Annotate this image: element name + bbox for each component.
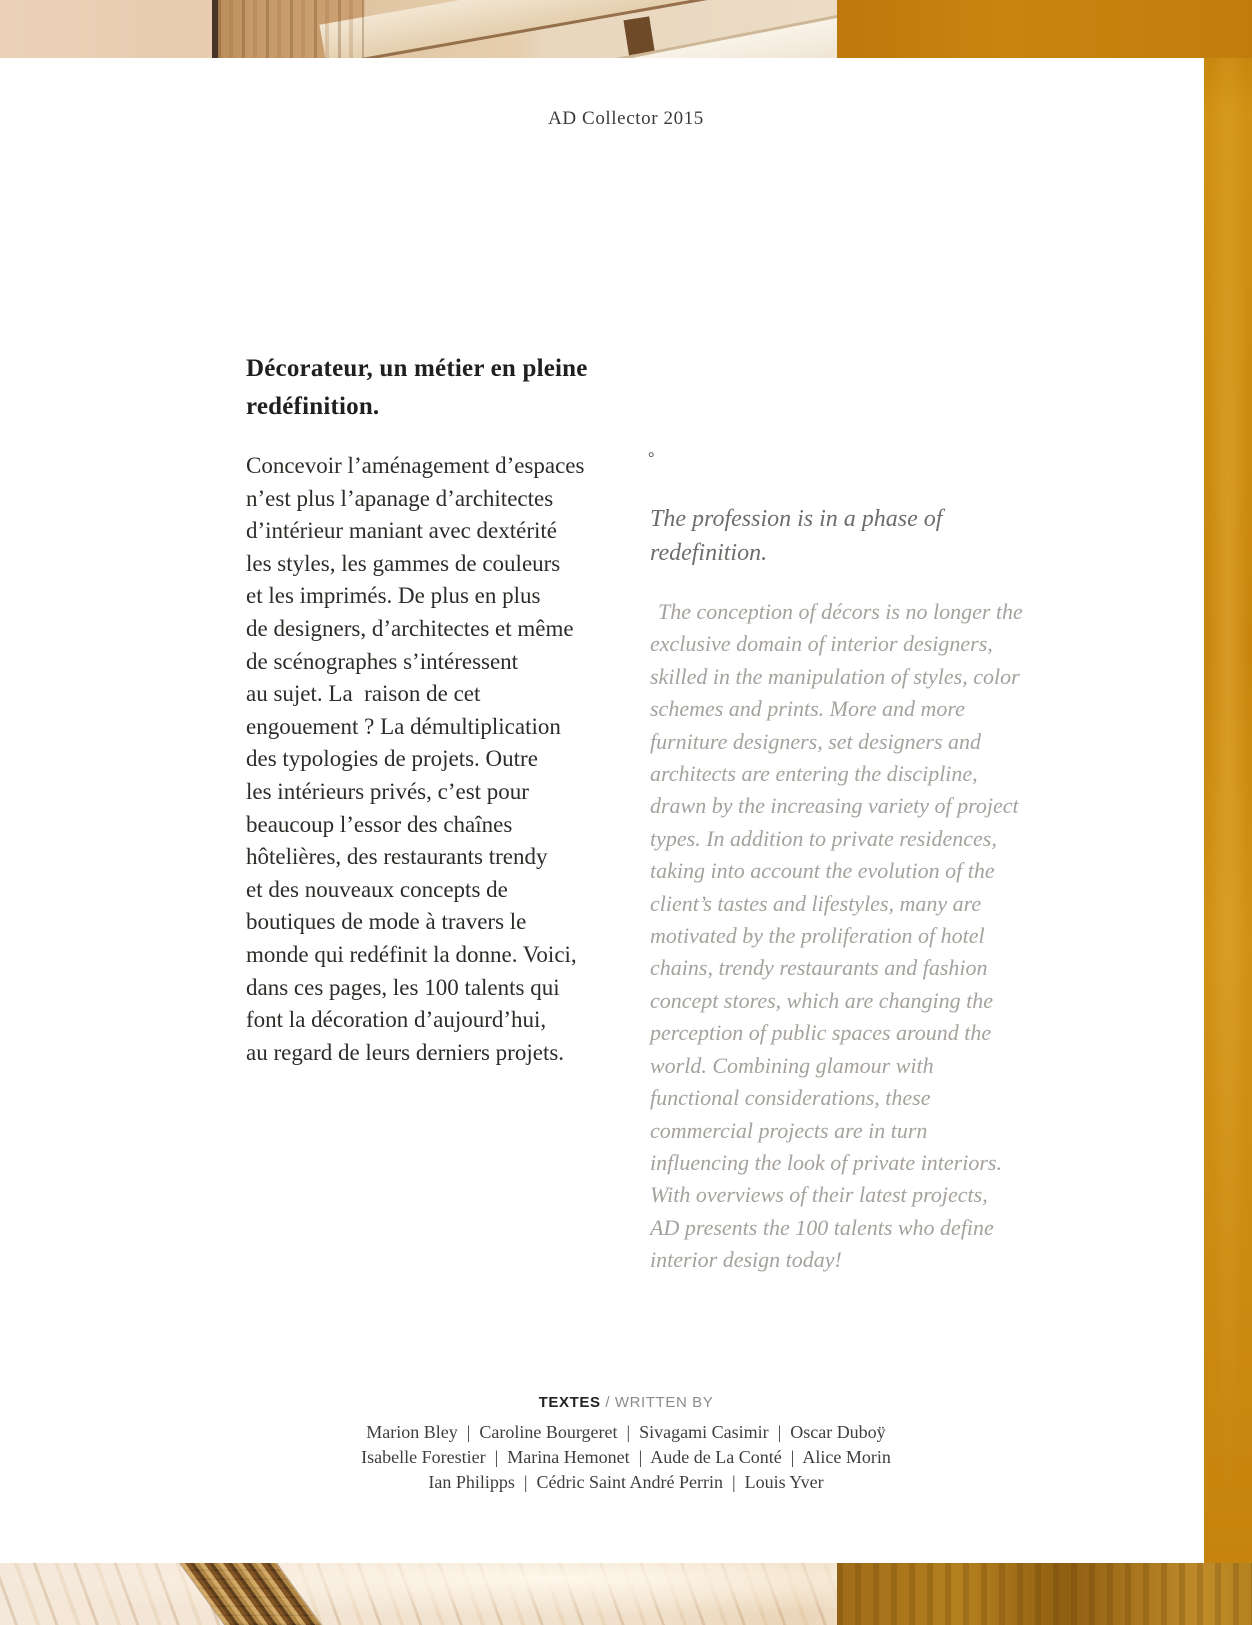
- wood-grain-texture: [218, 0, 364, 58]
- french-heading: [246, 350, 588, 426]
- english-text-line: exclusive domain of interior designers,: [650, 631, 993, 657]
- english-text-line: commercial projects are in turn: [650, 1117, 928, 1143]
- french-text-line: font la décoration d’aujourd’hui,: [246, 1007, 547, 1033]
- french-text-line: et les imprimés. De plus en plus: [246, 583, 541, 609]
- french-text-line: monde qui redéfinit la donne. Voici,: [246, 941, 577, 967]
- french-text-line: d’intérieur maniant avec dextérité: [246, 518, 557, 544]
- running-header: AD Collector 2015: [548, 108, 704, 129]
- gold-wall-top-section: [837, 0, 1252, 58]
- english-text-line: furniture designers, set designers and: [650, 728, 981, 754]
- magazine-page: [0, 58, 1204, 1563]
- french-text-line: Concevoir l’aménagement d’espaces: [246, 453, 585, 478]
- french-text-line: des typologies de projets. Outre: [246, 746, 538, 772]
- english-text-line: client’s tastes and lifestyles, many are: [650, 890, 982, 916]
- english-text-line: types. In addition to private residences,: [650, 825, 997, 851]
- footnote-degree-mark: °: [648, 450, 655, 467]
- french-text-line: engouement ? La démultiplication: [246, 713, 561, 739]
- french-text-line: beaucoup l’essor des chaînes: [246, 811, 513, 837]
- english-text-line: chains, trendy restaurants and fashion: [650, 955, 988, 981]
- english-text-line: AD presents the 100 talents who define: [650, 1214, 994, 1240]
- credits-label-written-by: / WRITTEN BY: [600, 1394, 714, 1411]
- mosaic-tile-band: [180, 1563, 321, 1625]
- background-photo-bottom-marble-floor: [0, 1563, 1252, 1625]
- french-heading-line: Décorateur, un métier en pleine: [246, 355, 588, 382]
- credits-names: [0, 1420, 1252, 1495]
- credits-names-line: Isabelle Forestier | Marina Hemonet | Aude de La Conté | Alice Morin: [361, 1447, 891, 1467]
- background-gold-wall-strip: [1204, 0, 1252, 1625]
- english-text-line: motivated by the proliferation of hotel: [650, 923, 985, 949]
- french-body-text: [246, 450, 584, 1069]
- credits-label: [0, 1394, 1252, 1411]
- english-text-line: concept stores, which are changing the: [650, 987, 993, 1013]
- credits-names-line: Marion Bley | Caroline Bourgeret | Sivagami Casimir | Oscar Duboÿ: [366, 1422, 886, 1442]
- english-text-line: world. Combining glamour with: [650, 1052, 934, 1078]
- english-text-line: architects are entering the discipline,: [650, 761, 978, 787]
- credits-names-line: Ian Philipps | Cédric Saint André Perrin | Louis Yver: [428, 1472, 824, 1492]
- french-text-line: et des nouveaux concepts de: [246, 876, 508, 902]
- english-text-line: drawn by the increasing variety of project: [650, 793, 1019, 819]
- english-text-line: taking into account the evolution of the: [650, 858, 995, 884]
- french-text-line: au sujet. La raison de cet: [246, 681, 481, 707]
- english-text-line: influencing the look of private interiors.: [650, 1149, 1002, 1175]
- english-text-line: interior design today!: [650, 1247, 842, 1273]
- french-text-line: les styles, les gammes de couleurs: [246, 550, 561, 576]
- french-text-line: hôtelières, des restaurants trendy: [246, 844, 548, 870]
- french-text-line: au regard de leurs derniers projets.: [246, 1039, 565, 1065]
- gold-wood-floor-section: [837, 1563, 1252, 1625]
- english-heading-line: redefinition.: [650, 540, 768, 566]
- english-text-line: skilled in the manipulation of styles, color: [650, 663, 1020, 689]
- english-body-text: [650, 596, 1023, 1277]
- background-photo-top-woodwork: [0, 0, 1252, 58]
- french-text-line: les intérieurs privés, c’est pour: [246, 778, 529, 804]
- french-text-line: de designers, d’architectes et même: [246, 615, 574, 641]
- french-text-line: de scénographes s’intéressent: [246, 648, 519, 674]
- english-heading: [650, 502, 942, 570]
- english-heading-line: The profession is in a phase of: [650, 506, 943, 532]
- french-heading-line: redéfinition.: [246, 393, 380, 420]
- french-text-line: dans ces pages, les 100 talents qui: [246, 974, 560, 1000]
- english-text-line: perception of public spaces around the: [650, 1020, 992, 1046]
- credits-label-textes: TEXTES: [538, 1394, 601, 1411]
- dark-wood-wedge: [623, 16, 658, 58]
- english-text-line: schemes and prints. More and more: [650, 696, 965, 722]
- french-text-line: boutiques de mode à travers le: [246, 909, 527, 935]
- english-text-line: With overviews of their latest projects,: [650, 1182, 988, 1208]
- french-text-line: n’est plus l’apanage d’architectes: [246, 485, 554, 511]
- english-text-line: The conception of décors is no longer the: [658, 599, 1023, 624]
- english-text-line: functional considerations, these: [650, 1085, 931, 1111]
